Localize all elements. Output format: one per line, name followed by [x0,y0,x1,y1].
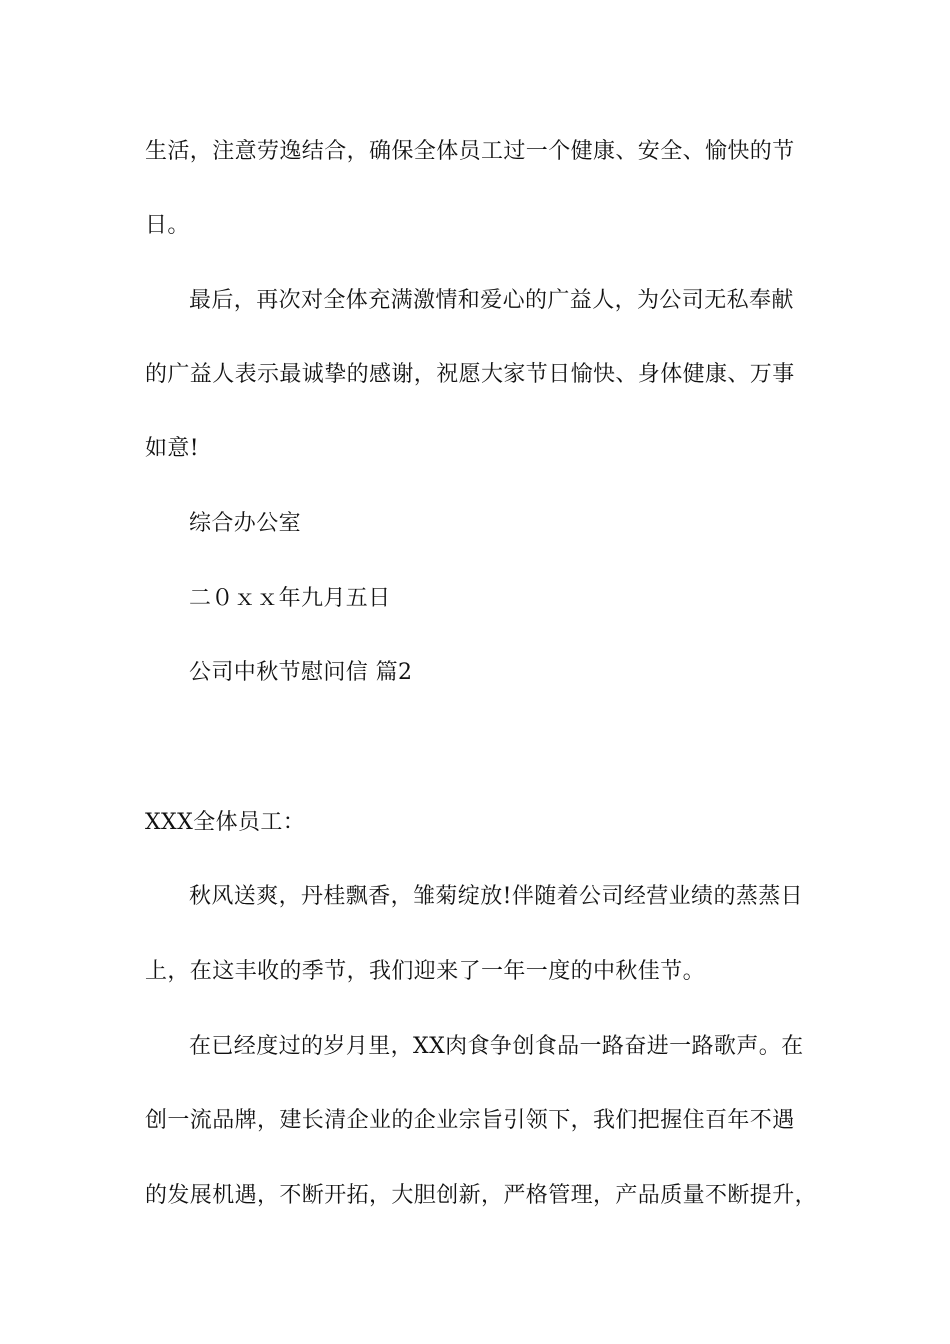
paragraph-line: 日。 [145,213,190,238]
paragraph-line: 如意! [145,436,200,461]
paragraph-line: 在已经度过的岁月里，XX肉食争创食品一路奋进一路歌声。在 [189,1034,804,1059]
paragraph-line: 最后，再次对全体充满激情和爱心的广益人，为公司无私奉献 [189,288,794,313]
section-heading: 公司中秋节慰问信 篇2 [189,660,413,685]
paragraph-line: 秋风送爽，丹桂飘香，雏菊绽放!伴随着公司经营业绩的蒸蒸日 [189,884,804,909]
salutation: XXX全体员工： [145,810,306,835]
paragraph-line: 上，在这丰收的季节，我们迎来了一年一度的中秋佳节。 [145,959,706,984]
paragraph-line: 创一流品牌，建长清企业的企业宗旨引领下，我们把握住百年不遇 [145,1108,795,1133]
paragraph-line: 生活，注意劳逸结合，确保全体员工过一个健康、安全、愉快的节 [145,139,795,164]
signature-date: 二０ｘｘ年九月五日 [189,586,391,611]
signature-office: 综合办公室 [189,511,302,536]
paragraph-line: 的广益人表示最诚挚的感谢，祝愿大家节日愉快、身体健康、万事 [145,362,795,387]
paragraph-line: 的发展机遇，不断开拓，大胆创新，严格管理，产品质量不断提升， [145,1183,818,1208]
